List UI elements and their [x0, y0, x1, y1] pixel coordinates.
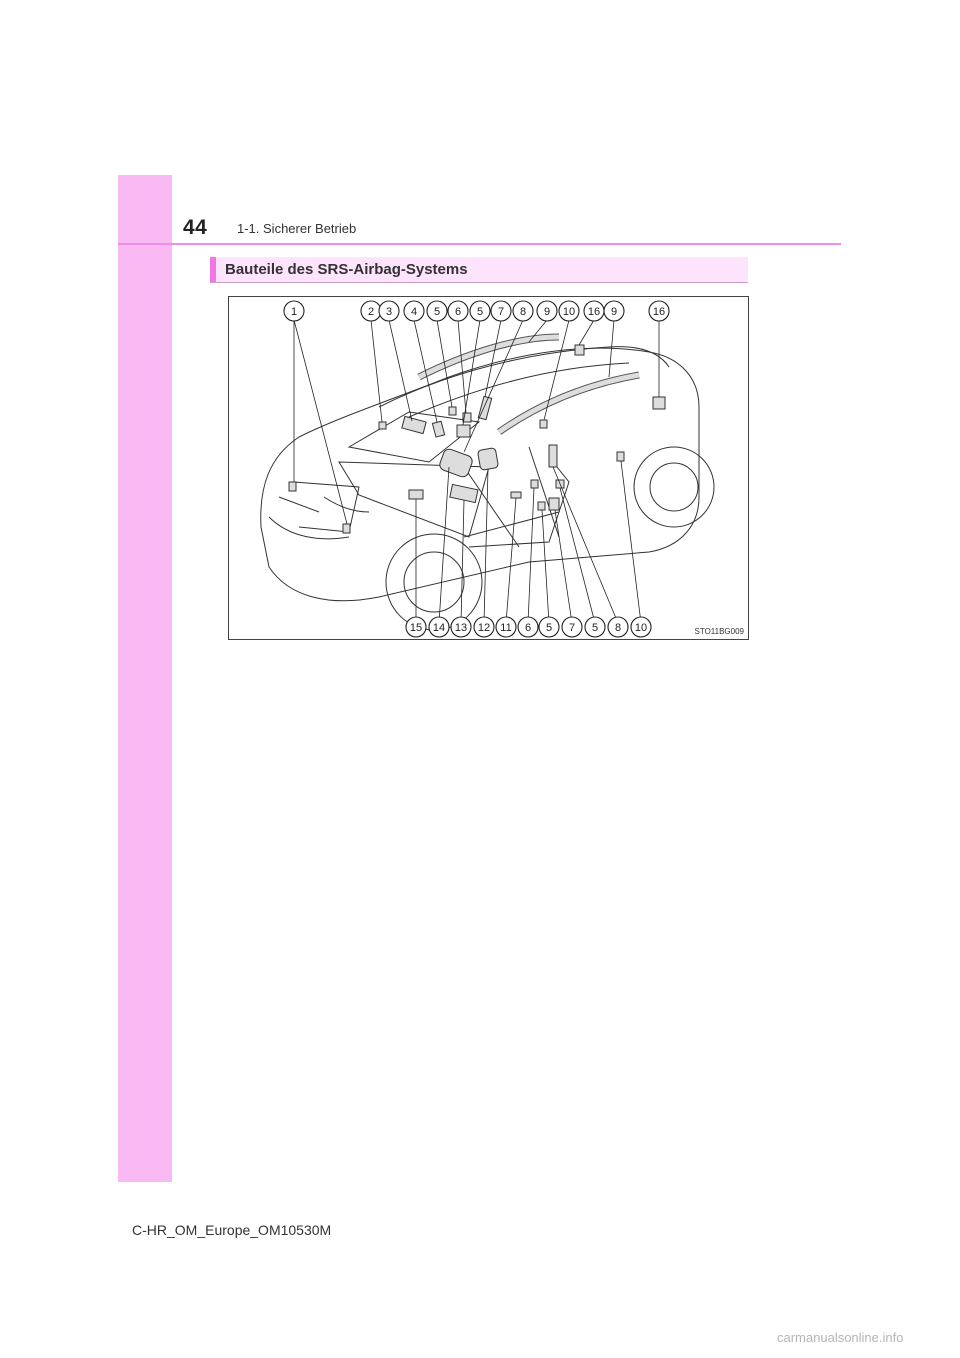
- top-callout-6: [448, 301, 468, 321]
- subheading-title: Bauteile des SRS-Airbag-Systems: [225, 261, 468, 278]
- bottom-callout-label: 11: [500, 622, 512, 634]
- top-callout-label: 16: [587, 306, 601, 318]
- bottom-callout-2: [429, 617, 449, 637]
- top-callout-2: [361, 301, 381, 321]
- bottom-callout-6: [518, 617, 538, 637]
- top-callout-5: [427, 301, 447, 321]
- top-callout-10: [537, 301, 557, 321]
- header-rule: [118, 243, 841, 245]
- top-callout-12: [584, 301, 604, 321]
- top-callout-label: 7: [497, 306, 505, 318]
- top-callout-label: 10: [562, 306, 576, 318]
- bottom-callout-label: 7: [568, 622, 576, 634]
- bottom-callout-label: 5: [591, 622, 599, 634]
- side-tab-strip: [118, 175, 172, 1182]
- top-callout-label: 6: [454, 306, 462, 318]
- bottom-callout-label: 15: [409, 622, 423, 634]
- bottom-callout-1: [406, 617, 426, 637]
- top-callout-4: [404, 301, 424, 321]
- bottom-callout-label: 10: [634, 622, 648, 634]
- top-callout-7: [470, 301, 490, 321]
- figure-id: STO11BG009: [694, 627, 744, 636]
- airbag-diagram: [228, 296, 749, 640]
- top-callout-label: 16: [652, 306, 666, 318]
- bottom-callout-9: [585, 617, 605, 637]
- bottom-callout-label: 6: [524, 622, 532, 634]
- bottom-callout-3: [451, 617, 471, 637]
- section-title: 1-1. Sicherer Betrieb: [237, 221, 357, 236]
- callout-layer: [229, 297, 748, 639]
- footer-document-code: C-HR_OM_Europe_OM10530M: [132, 1222, 332, 1238]
- top-callout-label: 3: [385, 306, 393, 318]
- top-callout-9: [513, 301, 533, 321]
- bottom-callout-label: 12: [477, 622, 491, 634]
- top-callout-label: 8: [519, 306, 527, 318]
- top-callout-label: 4: [410, 306, 418, 318]
- top-callout-label: 5: [433, 306, 441, 318]
- bottom-callout-label: 13: [454, 622, 468, 634]
- subheading-bar: [210, 257, 748, 283]
- bottom-callout-11: [631, 617, 651, 637]
- top-callout-8: [491, 301, 511, 321]
- bottom-callout-label: 5: [545, 622, 553, 634]
- top-callout-11: [559, 301, 579, 321]
- bottom-callout-4: [474, 617, 494, 637]
- bottom-callout-label: 8: [614, 622, 622, 634]
- bottom-callout-label: 14: [432, 622, 446, 634]
- top-callout-label: 2: [367, 306, 375, 318]
- bottom-callout-7: [539, 617, 559, 637]
- top-callout-3: [379, 301, 399, 321]
- top-callout-13: [604, 301, 624, 321]
- top-callout-label: 9: [543, 306, 551, 318]
- top-callout-1: [284, 301, 304, 321]
- top-callout-14: [649, 301, 669, 321]
- page-number: 44: [183, 216, 208, 239]
- bottom-callout-10: [608, 617, 628, 637]
- watermark: carmanualsonline.info: [777, 1330, 904, 1345]
- top-callout-label: 1: [290, 306, 298, 318]
- top-callout-label: 5: [476, 306, 484, 318]
- top-callout-label: 9: [610, 306, 618, 318]
- bottom-callout-8: [562, 617, 582, 637]
- subheading-accent: [210, 257, 216, 282]
- bottom-callout-5: [496, 617, 516, 637]
